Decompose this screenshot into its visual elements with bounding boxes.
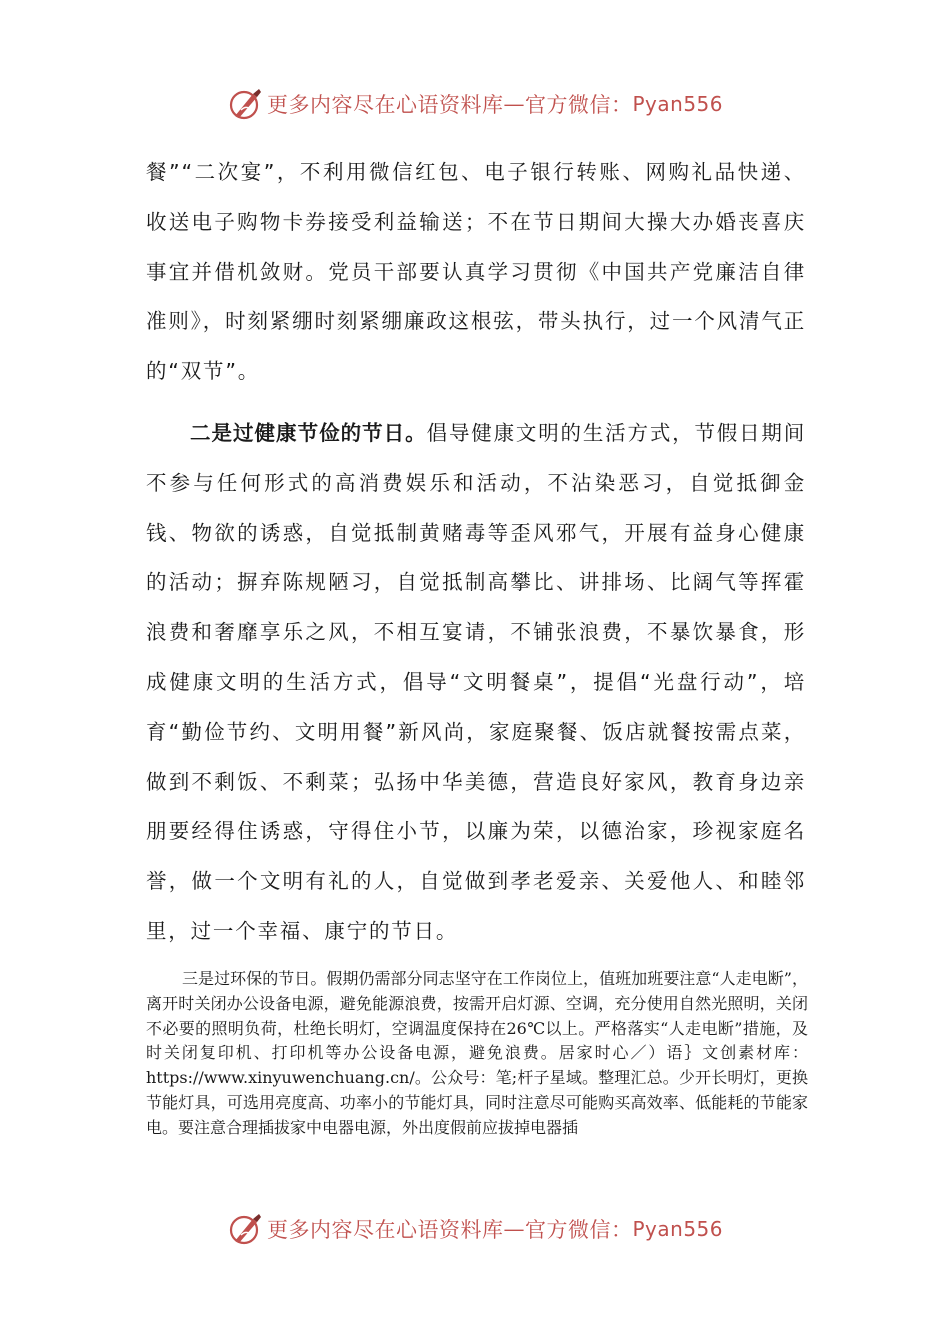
footer-banner xyxy=(0,1209,950,1249)
paragraph-1: 餐”“二次宴”，不利用微信红包、电子银行转账、网购礼品快递、收送电子购物卡券接受利益输送；不在节日期间大操大办婚丧喜庆事宜并借机敛财。党员干部要认真学习贯彻《中国共产党廉洁自律准则》，时刻紧绷时刻紧绷廉政这根弦，带头执行，过一个风清气正的“双节”。 xyxy=(146,160,806,384)
header-banner-dash: — xyxy=(503,92,525,116)
paragraph-2-heading: 二是过健康节俭的节日。 xyxy=(190,421,427,445)
header-banner-id: Pyan556 xyxy=(632,92,723,116)
footer-banner-id: Pyan556 xyxy=(632,1217,723,1241)
pen-logo-icon xyxy=(227,1211,263,1247)
footer-banner-dash: — xyxy=(503,1217,525,1241)
header-banner-text: 更多内容尽在心语资料库 xyxy=(266,93,504,117)
header-banner xyxy=(0,84,950,124)
footer-banner-text: 更多内容尽在心语资料库 xyxy=(266,1218,504,1242)
paragraph-2-text: 倡导健康文明的生活方式，节假日期间不参与任何形式的高消费娱乐和活动，不沾染恶习，自觉抵御金钱、物欲的诱惑，自觉抵制黄赌毒等歪风邪气，开展有益身心健康的活动；摒弃陈规陋习，自觉抵制高攀比、讲排场、比阔气等挥霍浪费和奢靡享乐之风，不相互宴请，不铺张浪费，不暴饮暴食，形成健康文明的生活方式，倡导“文明餐桌”，提倡“光盘行动”，培育“勤俭节约、文明用餐”新风尚，家庭聚餐、饭店就餐按需点菜，做到不剩饭、不剩菜；弘扬中华美德，营造良好家风，教育身边亲朋要经得住诱惑，守得住小节，以廉为荣，以德治家，珍视家庭名誉，做一个文明有礼的人，自觉做到孝老爱亲、关爱他人、和睦邻里，过一个幸福、康宁的节日。 xyxy=(146,421,807,943)
pen-logo-icon xyxy=(227,86,263,122)
header-banner-wechat: 官方微信： xyxy=(524,93,633,117)
footer-banner-wechat: 官方微信： xyxy=(524,1218,633,1242)
paragraph-3: 三是过环保的节日。假期仍需部分同志坚守在工作岗位上，值班加班要注意“人走电断”，离开时关闭办公设备电源，避免能源浪费，按需开启灯源、空调，充分使用自然光照明，关闭不必要的照明负荷，杜绝长明灯，空调温度保持在26℃以上。严格落实“人走电断”措施，及时关闭复印机、打印机等办公设备电源，避免浪费。居家时心／）语｝文创素材库：https://www.xinyuwenchuang.cn/。公众号：笔;杆子星域。整理汇总。少开长明灯，更换节能灯具，可选用亮度高、功率小的节能灯具，同时注意尽可能购买高效率、低能耗的节能家电。要注意合理插拔家中电器电源，外出度假前应拔掉电器插 xyxy=(146,969,808,1137)
paragraph-2 xyxy=(146,409,806,957)
